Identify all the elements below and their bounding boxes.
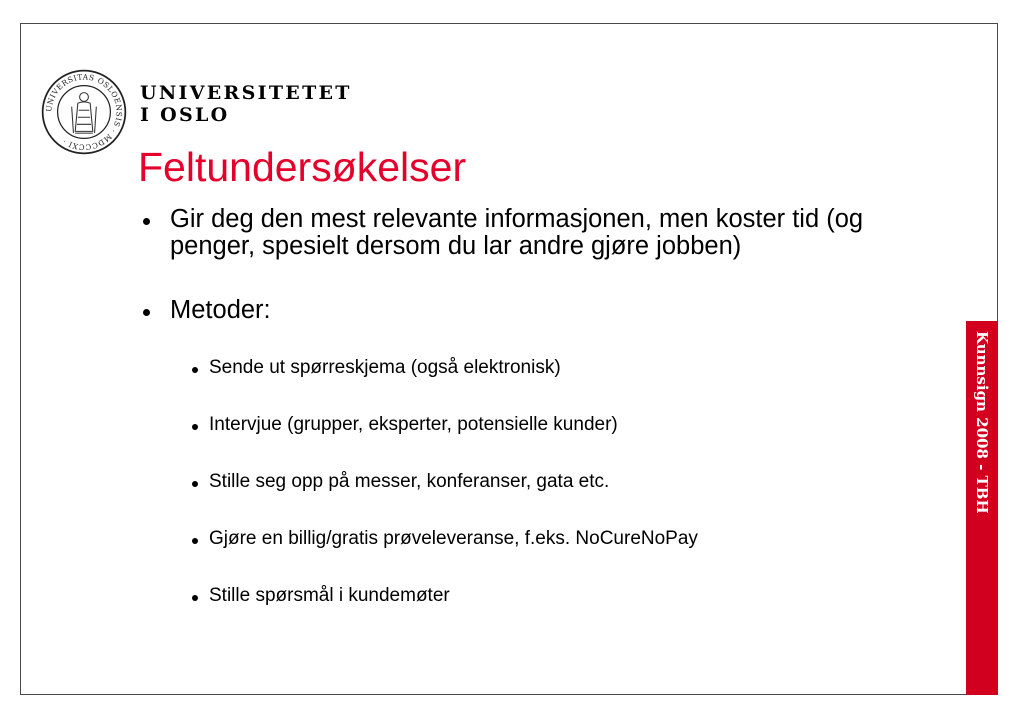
sub-bullet-text: Intervjue (grupper, eksperter, potensielle kunder) (209, 414, 618, 435)
sub-bullet-text: Gjøre en billig/gratis prøveleveranse, f.eks. NoCureNoPay (209, 528, 698, 549)
sub-bullet-dot-icon (192, 595, 198, 601)
sub-bullet-item (191, 528, 920, 550)
sub-bullet-dot-icon (192, 538, 198, 544)
sub-bullet-item (191, 357, 920, 379)
sub-bullet-dot-icon (192, 481, 198, 487)
slide-title: Feltundersøkelser (138, 144, 467, 190)
sub-bullet-dot-icon (192, 367, 198, 373)
bullet-list (140, 206, 920, 607)
sub-bullet-dot-icon (192, 424, 198, 430)
bullet-dot-icon (143, 218, 150, 225)
sub-bullet-text: Stille spørsmål i kundemøter (209, 585, 450, 606)
sub-bullet-item (191, 471, 920, 493)
university-name-line1: UNIVERSITETET (140, 82, 352, 104)
svg-text:UNIVERSITAS OSLOENSIS · MDCCCX (44, 72, 123, 151)
university-seal-icon (40, 68, 128, 156)
seal-text: UNIVERSITAS OSLOENSIS · MDCCCXI · (44, 72, 124, 152)
sub-bullet-text: Stille seg opp på messer, konferanser, gata etc. (209, 471, 610, 492)
side-label-bar (966, 321, 998, 695)
university-name-line2: I OSLO (140, 104, 230, 126)
bullet-item (140, 297, 920, 324)
side-label-text: Kunnsign 2008 - TBH (973, 331, 991, 514)
sub-bullet-text: Sende ut spørreskjema (også elektronisk) (209, 357, 561, 378)
bullet-text: Metoder: (170, 296, 271, 324)
sub-bullet-item (191, 414, 920, 436)
bullet-item (140, 206, 920, 260)
bullet-text: Gir deg den mest relevante informasjonen, men koster tid (og penger, spesielt dersom du lar andre gjøre jobben) (170, 205, 864, 260)
university-name (140, 82, 352, 126)
bullet-dot-icon (143, 309, 150, 316)
sub-bullet-item (191, 585, 920, 607)
